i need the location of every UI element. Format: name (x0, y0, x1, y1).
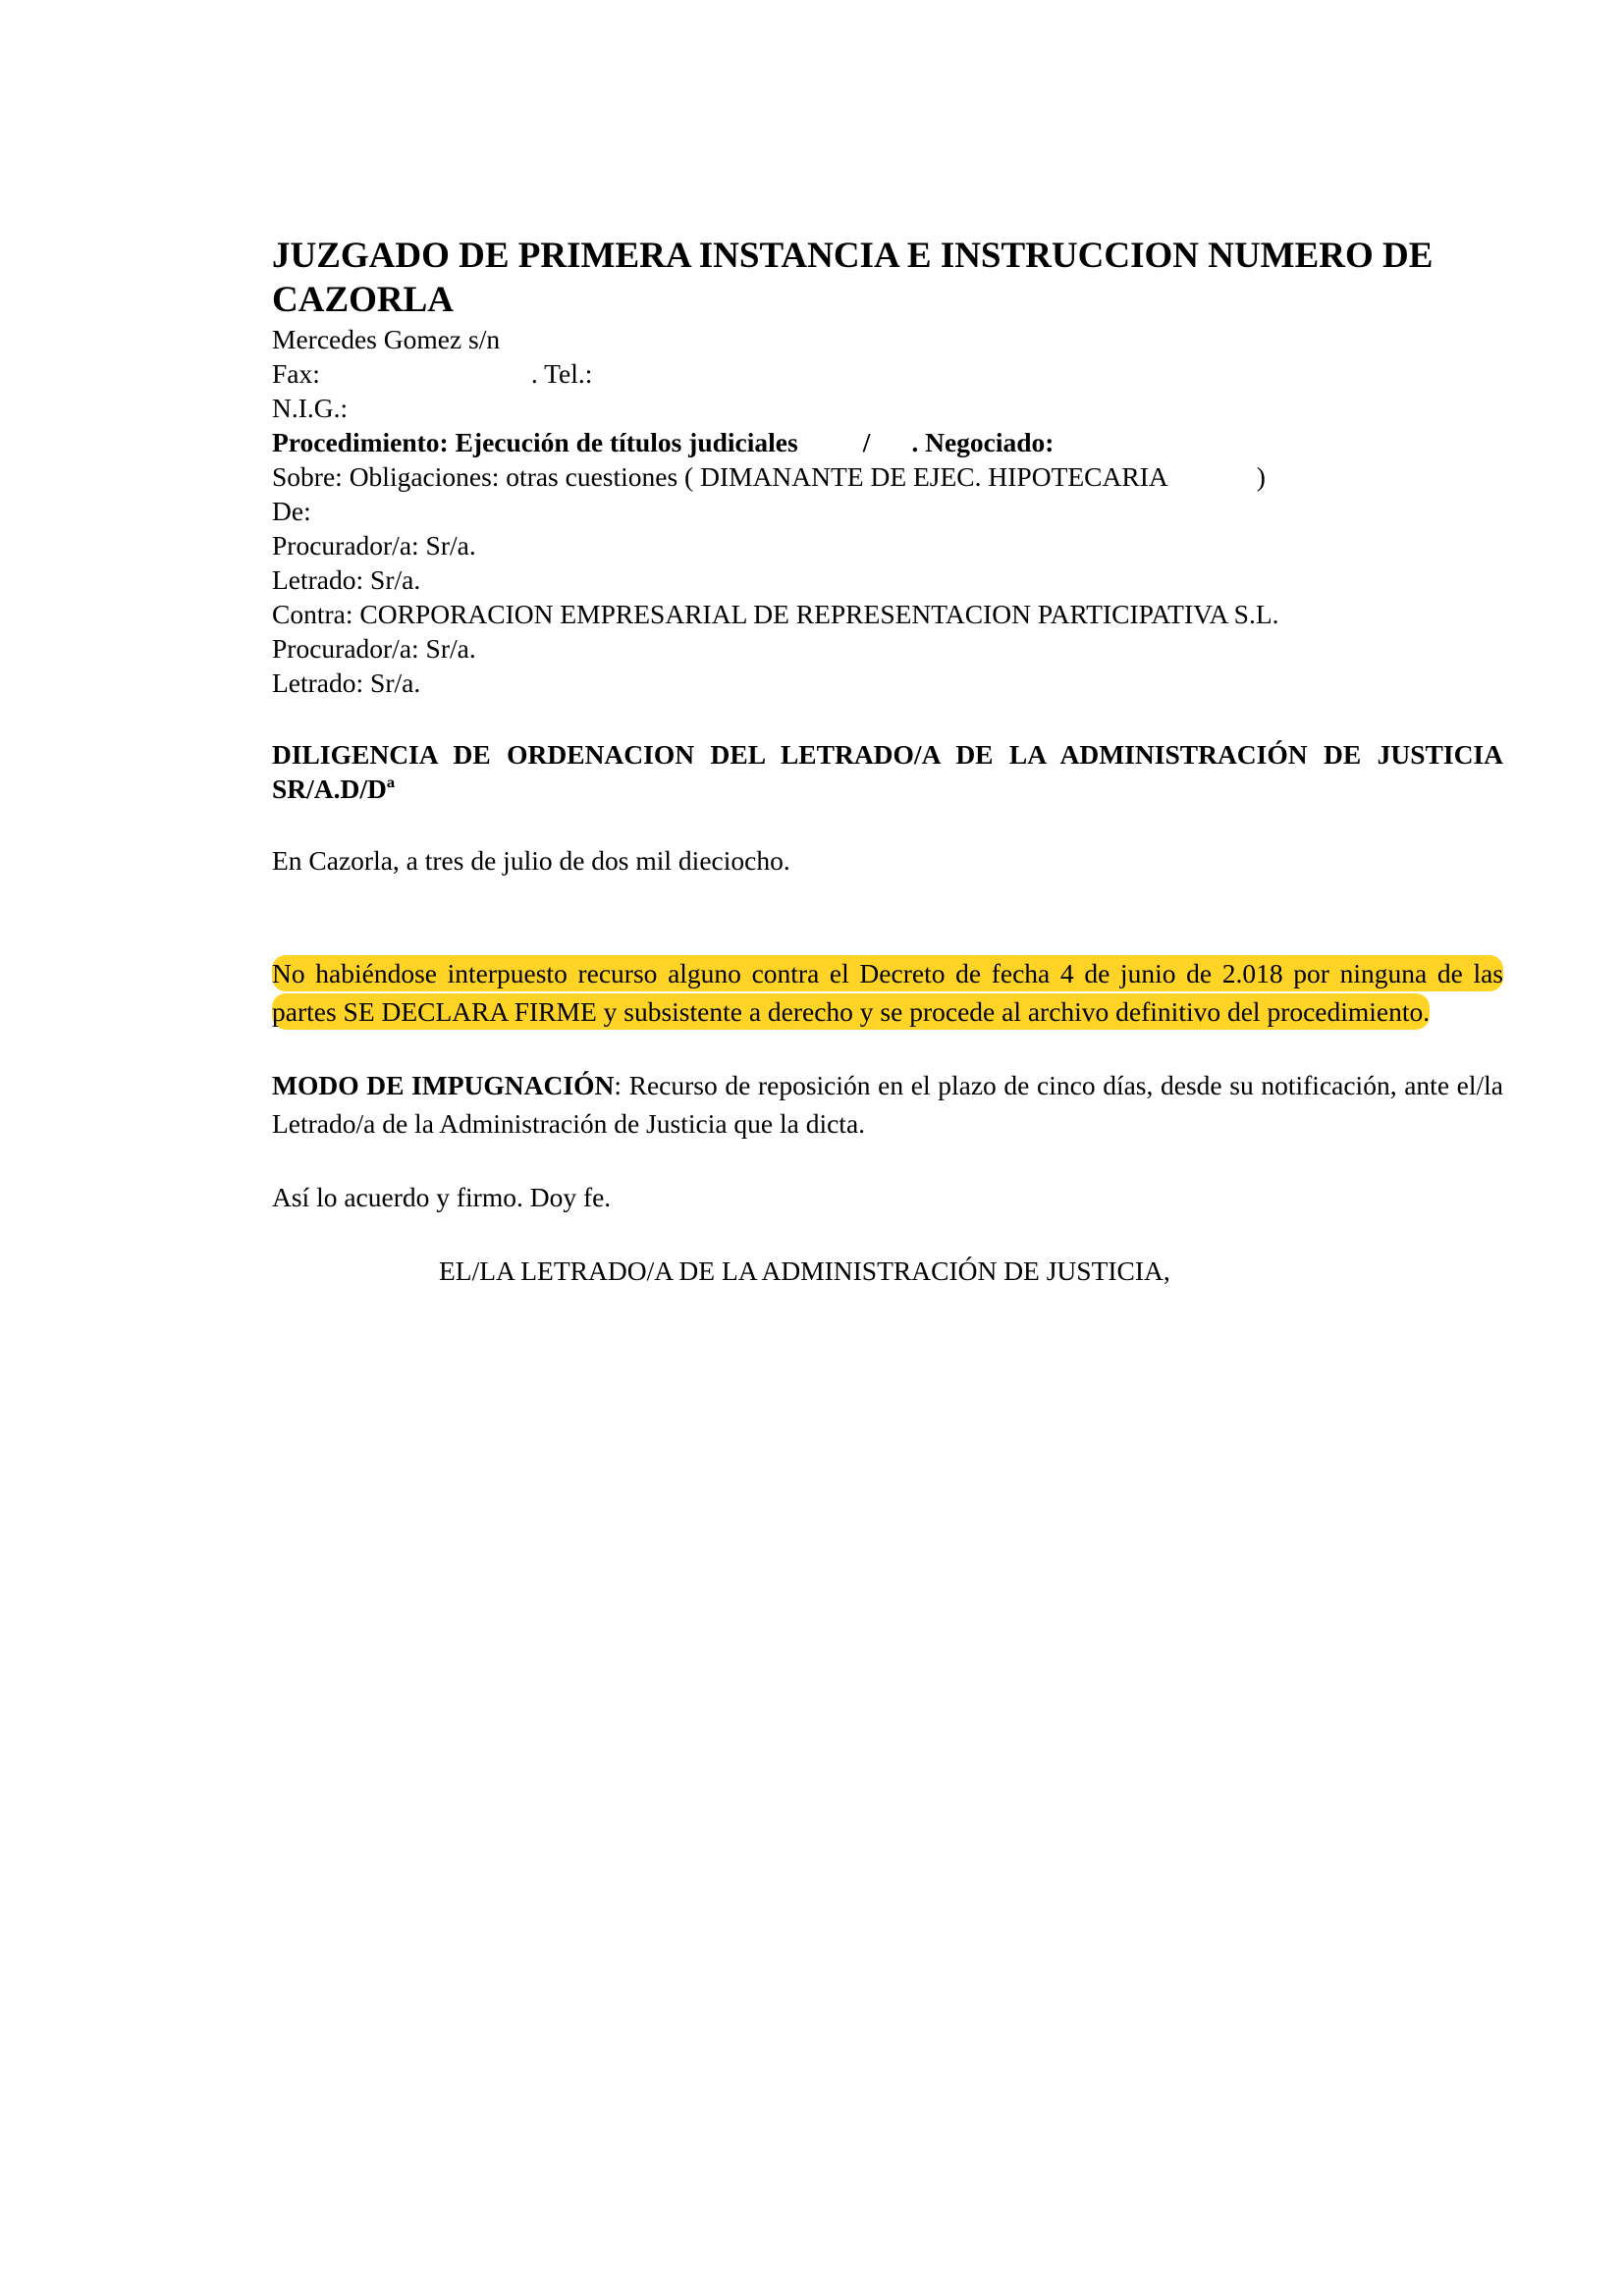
document-body (272, 234, 1503, 1290)
fax-tel-line (272, 356, 1503, 391)
diligencia-title: DILIGENCIA DE ORDENACION DEL LETRADO/A DE LA ADMINISTRACIÓN DE JUSTICIA SR/A.D/Dª (272, 739, 1503, 804)
fax-label: Fax: (272, 358, 320, 389)
sobre-value: Obligaciones: otras cuestiones ( DIMANANTE DE EJEC. HIPOTECARIA (349, 461, 1168, 492)
modo-impugnacion-paragraph (272, 1066, 1503, 1143)
procurador-line-1: Procurador/a: Sr/a. (272, 530, 476, 561)
modo-label: MODO DE IMPUGNACIÓN (272, 1070, 615, 1100)
nig-line: N.I.G.: (272, 393, 349, 423)
negociado-label: . Negociado: (911, 427, 1055, 457)
letrado-line-2: Letrado: Sr/a. (272, 667, 421, 698)
letrado-line-1: Letrado: Sr/a. (272, 564, 421, 595)
procedimiento-slash: / (862, 427, 871, 457)
signature-line: EL/LA LETRADO/A DE LA ADMINISTRACIÓN DE JUSTICIA, (439, 1255, 1170, 1286)
sobre-label: Sobre: (272, 461, 343, 492)
closing-line: Así lo acuerdo y firmo. Doy fe. (272, 1182, 612, 1212)
highlighted-text: No habiéndose interpuesto recurso alguno contra el Decreto de fecha 4 de junio de 2.018 por ninguna de las partes SE DECLARA FIRME y subsistente a derecho y se procede al archivo definitivo del procedimiento. (272, 955, 1503, 1030)
procedimiento-line (272, 425, 1503, 459)
procurador-line-2: Procurador/a: Sr/a. (272, 633, 476, 664)
procedimiento-label: Procedimiento: (272, 427, 449, 457)
contra-value: CORPORACION EMPRESARIAL DE REPRESENTACION PARTICIPATIVA S.L. (359, 599, 1279, 629)
procedimiento-value: Ejecución de títulos judiciales (455, 427, 798, 457)
de-line: De: (272, 496, 311, 526)
sobre-close: ) (1256, 461, 1266, 492)
modo-text: : Recurso de reposición en el plazo de cinco días, desde su notificación, ante el/la Letrado/a de la Administración de Justicia que la dicta. (272, 1070, 1503, 1139)
tel-label: . Tel.: (530, 358, 593, 389)
court-address: Mercedes Gomez s/n (272, 324, 501, 354)
firmness-paragraph (272, 954, 1503, 1031)
court-title: JUZGADO DE PRIMERA INSTANCIA E INSTRUCCION NUMERO DE CAZORLA (272, 236, 1434, 320)
contra-line (272, 597, 1503, 631)
sobre-line (272, 459, 1503, 494)
date-line: En Cazorla, a tres de julio de dos mil dieciocho. (272, 845, 790, 876)
contra-label: Contra: (272, 599, 353, 629)
